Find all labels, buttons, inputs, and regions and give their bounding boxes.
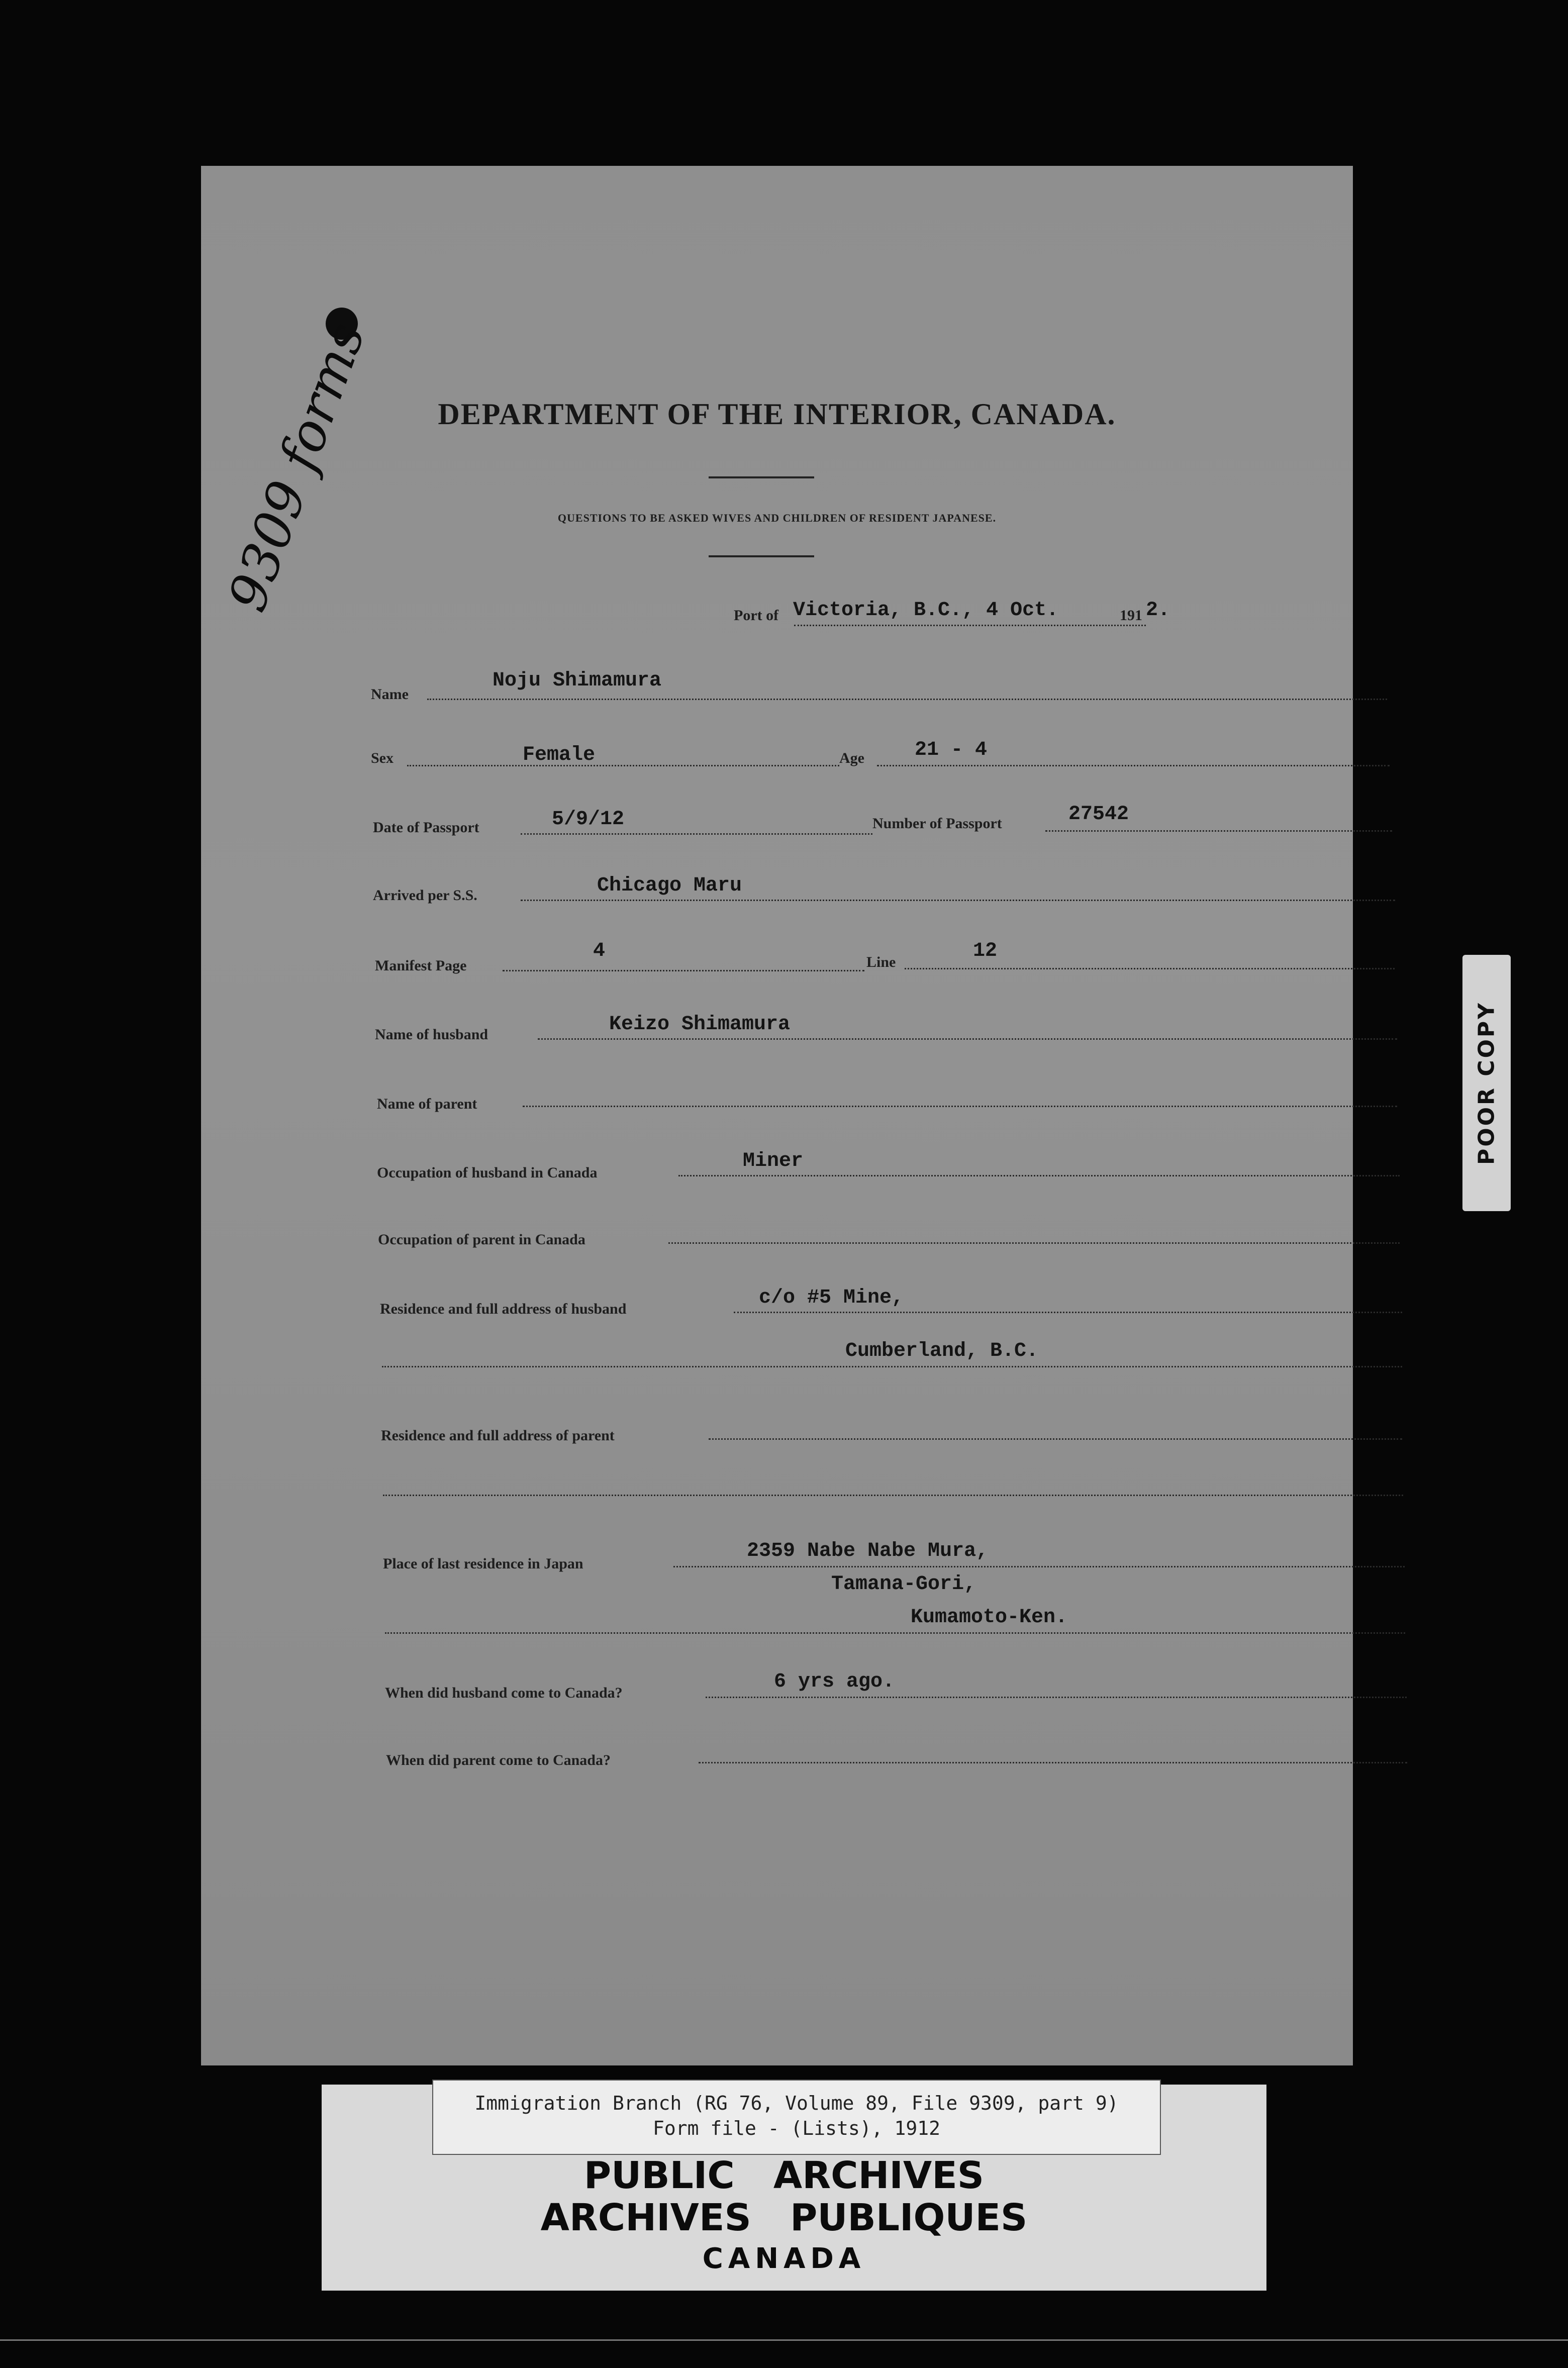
archive-reference-line1: Immigration Branch (RG 76, Volume 89, File 9309, part 9) (474, 2092, 1119, 2114)
husband-came-value: 6 yrs ago. (774, 1670, 895, 1693)
husband-residence-dotted-line-1 (734, 1312, 1402, 1313)
husband-residence-line2: Cumberland, B.C. (845, 1340, 1039, 1362)
name-value: Noju Shimamura (493, 669, 662, 692)
heading-rule-top (709, 476, 814, 478)
husband-residence-dotted-line-2 (382, 1366, 1402, 1367)
arrived-dotted-line (521, 900, 1395, 901)
manifest-page-dotted-line (503, 970, 864, 971)
form-subtitle: QUESTIONS TO BE ASKED WIVES AND CHILDREN OF RESIDENT JAPANESE. (557, 512, 997, 524)
sex-value: Female (523, 744, 596, 766)
parent-residence-label: Residence and full address of parent (381, 1427, 615, 1444)
parent-residence-dotted-line-1 (709, 1438, 1402, 1440)
husband-occupation-label: Occupation of husband in Canada (377, 1164, 598, 1181)
husband-name-label: Name of husband (375, 1026, 488, 1043)
port-dotted-line (794, 625, 1146, 626)
archive-stamp-line1: PUBLIC ARCHIVES (583, 2154, 985, 2197)
passport-number-value: 27542 (1068, 803, 1129, 826)
name-dotted-line (427, 699, 1387, 700)
parent-came-dotted-line (699, 1762, 1407, 1763)
husband-occupation-dotted-line (678, 1175, 1400, 1176)
passport-date-label: Date of Passport (373, 819, 479, 836)
japan-residence-line3: Kumamoto-Ken. (911, 1606, 1068, 1629)
husband-came-label: When did husband come to Canada? (385, 1685, 623, 1701)
passport-date-value: 5/9/12 (552, 808, 625, 831)
passport-number-label: Number of Passport (872, 815, 1002, 832)
age-dotted-line (877, 765, 1390, 766)
japan-residence-line2: Tamana-Gori, (831, 1573, 976, 1596)
parent-name-dotted-line (523, 1106, 1397, 1107)
manifest-page-value: 4 (593, 940, 606, 962)
archive-reference-label (432, 2080, 1161, 2155)
parent-came-label: When did parent come to Canada? (386, 1752, 611, 1768)
parent-residence-dotted-line-2 (383, 1495, 1403, 1496)
poor-copy-label: POOR COPY (1474, 1001, 1500, 1165)
passport-date-dotted-line (521, 833, 872, 835)
japan-residence-dotted-line-2 (385, 1632, 1405, 1634)
sex-dotted-line (407, 765, 839, 766)
line-label: Line (866, 954, 896, 970)
year-prefix: 191 (1120, 607, 1142, 624)
arrived-label: Arrived per S.S. (373, 887, 477, 904)
poor-copy-tab (1462, 955, 1511, 1211)
arrived-value: Chicago Maru (597, 874, 742, 897)
heading-rule-bottom (709, 555, 814, 557)
parent-occupation-label: Occupation of parent in Canada (378, 1231, 585, 1248)
manifest-page-label: Manifest Page (375, 957, 467, 974)
archive-stamp-line3: CANADA (702, 2242, 866, 2275)
husband-residence-label: Residence and full address of husband (380, 1301, 627, 1317)
archive-stamp-line2: ARCHIVES PUBLIQUES (540, 2196, 1028, 2239)
husband-came-dotted-line (706, 1697, 1407, 1698)
japan-residence-label: Place of last residence in Japan (383, 1555, 583, 1572)
husband-name-value: Keizo Shimamura (609, 1013, 791, 1036)
husband-occupation-value: Miner (743, 1150, 804, 1172)
age-label: Age (839, 750, 864, 766)
film-edge-line (0, 2339, 1568, 2341)
husband-name-dotted-line (538, 1038, 1397, 1040)
husband-residence-line1: c/o #5 Mine, (759, 1287, 904, 1309)
archive-reference-line2: Form file - (Lists), 1912 (653, 2117, 940, 2139)
port-value: Victoria, B.C., 4 Oct. (793, 599, 1059, 622)
passport-number-dotted-line (1045, 830, 1392, 832)
japan-residence-line1: 2359 Nabe Nabe Mura, (747, 1540, 989, 1562)
age-value: 21 - 4 (915, 739, 988, 761)
japan-residence-dotted-line-1 (673, 1566, 1405, 1567)
line-value: 12 (973, 940, 998, 962)
year-suffix: 2. (1146, 599, 1170, 622)
name-label: Name (371, 686, 409, 703)
sex-label: Sex (371, 750, 394, 766)
department-heading: DEPARTMENT OF THE INTERIOR, CANADA. (438, 398, 1116, 431)
line-dotted-line (905, 968, 1395, 969)
parent-name-label: Name of parent (377, 1096, 477, 1112)
handwritten-file-note: 9309 forms (216, 314, 377, 619)
form-sheet (201, 166, 1353, 2065)
parent-occupation-dotted-line (668, 1242, 1400, 1244)
port-label: Port of (734, 607, 779, 624)
